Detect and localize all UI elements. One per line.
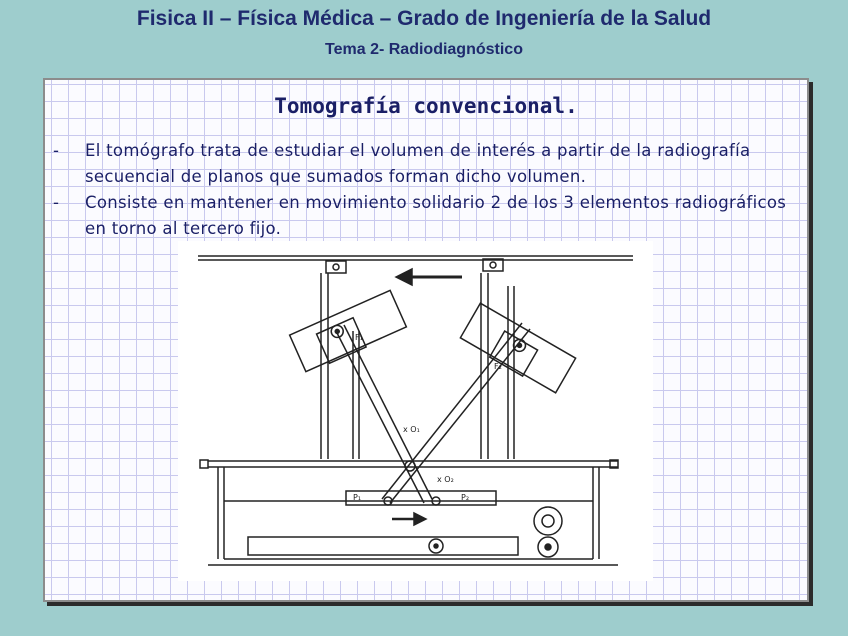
arrow-right-icon xyxy=(414,513,426,525)
arrow-left-icon xyxy=(396,269,412,285)
bullet-list xyxy=(53,138,798,242)
fulcrum-icon xyxy=(405,461,415,471)
bullet-text: Consiste en mantener en movimiento solidario 2 de los 3 elementos radiográficos en torno al tercero fijo. xyxy=(85,193,787,238)
bullet-marker: - xyxy=(53,141,60,160)
pulley-right-icon xyxy=(490,262,496,268)
bullet-item xyxy=(53,138,798,190)
tomograph-diagram-svg xyxy=(178,241,653,581)
topic-subtitle: Tema 2- Radiodiagnóstico xyxy=(325,41,523,58)
bottom-carriage xyxy=(248,537,518,555)
course-title: Fisica II – Física Médica – Grado de Ingeniería de la Salud xyxy=(136,7,712,30)
motor-wheel-icon xyxy=(534,507,562,535)
label-p2: P₂ xyxy=(461,493,470,502)
slide-panel xyxy=(43,78,809,602)
tomograph-diagram xyxy=(178,241,653,581)
label-f2: F₂ xyxy=(494,362,502,371)
label-o1: x O₁ xyxy=(403,425,420,434)
bullet-text: El tomógrafo trata de estudiar el volumen de interés a partir de la radiografía secuencial de planos que sumados forman dicho volumen. xyxy=(85,141,751,186)
bullet-item xyxy=(53,190,798,242)
slide-title: Tomografía convencional. xyxy=(274,94,578,118)
label-p1: P₁ xyxy=(353,493,362,502)
xray-tube-left xyxy=(290,290,408,373)
bullet-marker: - xyxy=(53,193,60,212)
label-o2: x O₂ xyxy=(437,475,454,484)
label-f1: F₁ xyxy=(355,333,363,342)
pulley-left-icon xyxy=(333,264,339,270)
